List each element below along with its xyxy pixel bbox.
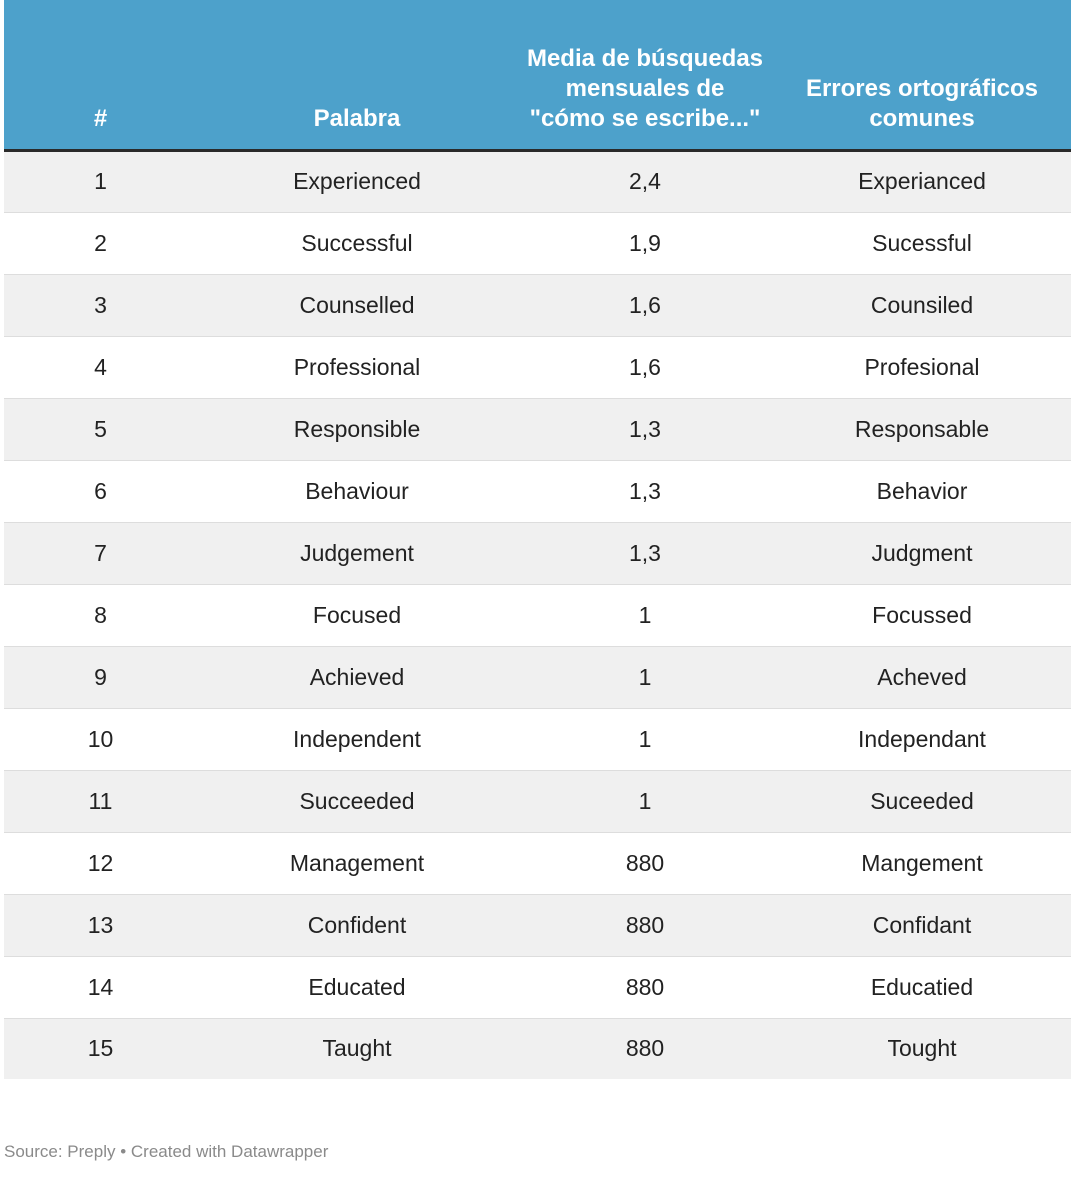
misspelling-cell: Tought (773, 1018, 1071, 1079)
misspelling-cell: Independant (773, 708, 1071, 770)
table-row (4, 584, 1071, 646)
rank-cell: 3 (4, 274, 197, 336)
searches-cell: 2,4 (517, 150, 773, 212)
rank-cell: 8 (4, 584, 197, 646)
misspelling-cell: Counsiled (773, 274, 1071, 336)
searches-cell: 1,6 (517, 274, 773, 336)
word-cell: Succeeded (197, 770, 517, 832)
table-row (4, 894, 1071, 956)
rank-cell: 6 (4, 460, 197, 522)
misspelling-cell: Behavior (773, 460, 1071, 522)
column-header-rank[interactable]: # (4, 0, 197, 150)
source-footer: Source: Preply • Created with Datawrapper (4, 1142, 329, 1161)
searches-cell: 1,3 (517, 460, 773, 522)
table-body (4, 150, 1071, 1079)
rank-cell: 13 (4, 894, 197, 956)
word-cell: Behaviour (197, 460, 517, 522)
word-cell: Professional (197, 336, 517, 398)
searches-cell: 880 (517, 832, 773, 894)
rank-cell: 11 (4, 770, 197, 832)
misspelling-cell: Educatied (773, 956, 1071, 1018)
misspelling-cell: Responsable (773, 398, 1071, 460)
rank-cell: 14 (4, 956, 197, 1018)
word-cell: Independent (197, 708, 517, 770)
misspelling-cell: Profesional (773, 336, 1071, 398)
misspelling-cell: Judgment (773, 522, 1071, 584)
word-cell: Educated (197, 956, 517, 1018)
column-header-monthly-searches[interactable]: Media de búsquedas mensuales de "cómo se escribe..." (517, 0, 773, 150)
table-row (4, 1018, 1071, 1079)
table-row (4, 274, 1071, 336)
misspelling-cell: Experianced (773, 150, 1071, 212)
searches-cell: 1,3 (517, 398, 773, 460)
table-row (4, 770, 1071, 832)
misspelling-cell: Mangement (773, 832, 1071, 894)
word-cell: Achieved (197, 646, 517, 708)
rank-cell: 10 (4, 708, 197, 770)
searches-cell: 1 (517, 708, 773, 770)
word-cell: Experienced (197, 150, 517, 212)
searches-cell: 880 (517, 1018, 773, 1079)
searches-cell: 1 (517, 646, 773, 708)
table-row (4, 646, 1071, 708)
rank-cell: 12 (4, 832, 197, 894)
rank-cell: 15 (4, 1018, 197, 1079)
searches-cell: 1,3 (517, 522, 773, 584)
table-row (4, 212, 1071, 274)
table-row (4, 522, 1071, 584)
table-row (4, 336, 1071, 398)
column-header-common-misspellings[interactable]: Errores ortográficos comunes (773, 0, 1071, 150)
word-cell: Counselled (197, 274, 517, 336)
rank-cell: 7 (4, 522, 197, 584)
table-row (4, 460, 1071, 522)
table-row (4, 708, 1071, 770)
header-row (4, 0, 1071, 150)
word-cell: Successful (197, 212, 517, 274)
word-cell: Management (197, 832, 517, 894)
rank-cell: 4 (4, 336, 197, 398)
searches-cell: 1 (517, 584, 773, 646)
searches-cell: 880 (517, 956, 773, 1018)
table-row (4, 832, 1071, 894)
word-cell: Judgement (197, 522, 517, 584)
searches-cell: 880 (517, 894, 773, 956)
table-row (4, 398, 1071, 460)
misspelling-cell: Acheved (773, 646, 1071, 708)
misspelling-cell: Focussed (773, 584, 1071, 646)
table-row (4, 150, 1071, 212)
word-cell: Responsible (197, 398, 517, 460)
data-table (4, 0, 1071, 1079)
searches-cell: 1 (517, 770, 773, 832)
column-header-word[interactable]: Palabra (197, 0, 517, 150)
rank-cell: 5 (4, 398, 197, 460)
rank-cell: 9 (4, 646, 197, 708)
rank-cell: 2 (4, 212, 197, 274)
rank-cell: 1 (4, 150, 197, 212)
searches-cell: 1,6 (517, 336, 773, 398)
table-row (4, 956, 1071, 1018)
word-cell: Confident (197, 894, 517, 956)
misspelling-cell: Confidant (773, 894, 1071, 956)
word-cell: Taught (197, 1018, 517, 1079)
misspelling-cell: Suceeded (773, 770, 1071, 832)
misspelling-cell: Sucessful (773, 212, 1071, 274)
word-cell: Focused (197, 584, 517, 646)
searches-cell: 1,9 (517, 212, 773, 274)
